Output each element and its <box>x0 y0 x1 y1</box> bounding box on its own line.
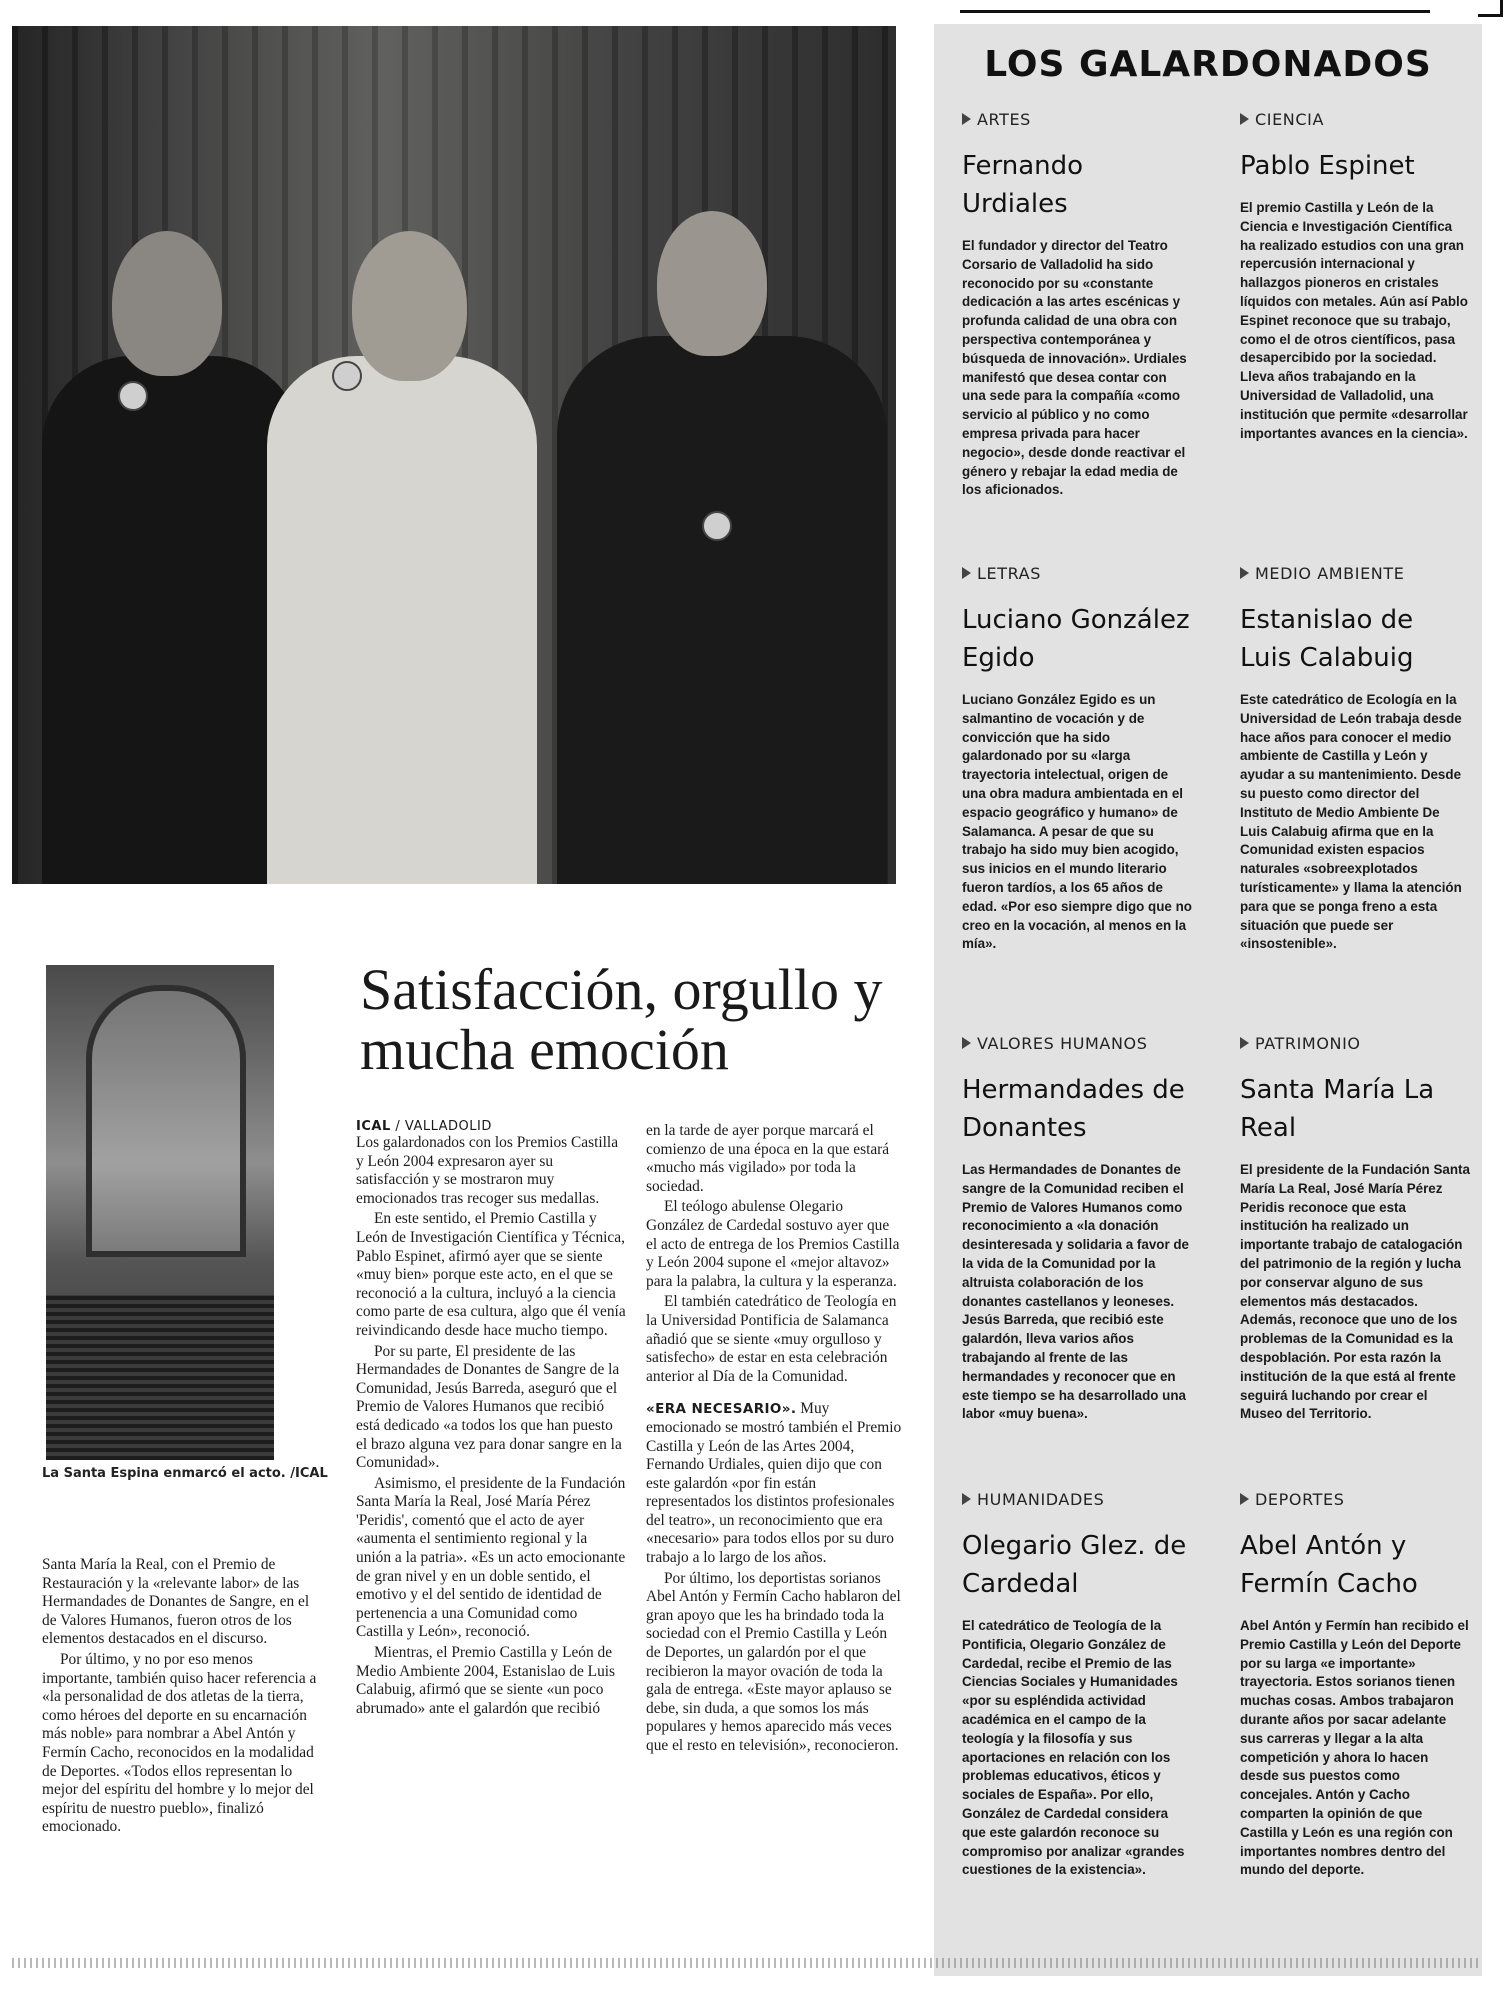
paragraph: En este sentido, el Premio Castilla y León de Investigación Científica y Técnica, Pablo Espinet, afirmó ayer que se siente «muy bien» porque este acto, en el que se reconoció a la cultura, incluyó a la ciencia como parte de esa cultura, algo que él venía reivindicando desde hace mucho tiempo. <box>356 1210 626 1339</box>
award-description: Este catedrático de Ecología en la Universidad de León trabaja desde hace años para conocer el medio ambiente de Castilla y León y ayudar a su mantenimiento. Desde su puesto como director del Instituto de Medio Ambiente De Luis Calabuig afirma que en la Comunidad existen espacios naturales «sobreexplotados turísticamente» y llama la atención para que se ponga freno a esta situación que puede ser «insostenible». <box>1240 692 1462 952</box>
triangle-icon <box>1240 1037 1249 1049</box>
award-category: VALORES HUMANOS <box>962 1034 1192 1053</box>
award-winners-photo <box>12 26 896 884</box>
award-winner-name: Fernando Urdiales <box>962 151 1084 219</box>
paragraph: El también catedrático de Teología en la Universidad Pontificia de Salamanca añadió que se siente «muy orgulloso y satisfecho» de estar en esta celebración anterior al Día de la Comunidad. <box>646 1293 897 1385</box>
paragraph: Asimismo, el presidente de la Fundación Santa María la Real, José María Pérez 'Peridis', comentó que el acto de ayer «aumenta el sentimiento regional y la unión a la patria». «Es un acto emocionante de gran nivel y en un doble sentido, el emotivo y el del sentido de identidad de pertenencia a una Comunidad como Castilla y León», reconoció. <box>356 1474 626 1641</box>
article-headline: Satisfacción, orgullo y mucha emoción <box>360 957 883 1082</box>
award-patrimonio <box>1240 1034 1470 1424</box>
award-artes <box>962 110 1192 500</box>
award-category: CIENCIA <box>1240 110 1470 129</box>
award-description: El fundador y director del Teatro Corsario de Valladolid ha sido reconocido por su «constante dedicación a las artes escénicas y profunda calidad de una obra con perspectiva contemporánea y búsqueda de innovación». Urdiales manifestó que desea contar con una sede para la compañía «como servicio al público y no como empresa privada para hacer negocio», desde donde reactivar el género y rebajar la edad media de los aficionados. <box>962 238 1187 498</box>
award-valores-humanos <box>962 1034 1192 1424</box>
award-description: El presidente de la Fundación Santa María La Real, José María Pérez Peridis reconoce que esta institución ha realizado un importante trabajo de catalogación del patrimonio de la región y lucha por conservar alguno de sus elementos más destacados. Además, reconoce que uno de los problemas de la Comunidad es la despoblación. Por esta razón la institución de la que está al frente seguirá luchando por crear el Museo del Territorio. <box>1240 1162 1470 1422</box>
award-description: Luciano González Egido es un salmantino de vocación y de convicción que ha sido galardonado por su «larga trayectoria intelectual, origen de una obra madura ambientada en el espacio geográfico y humano» de Salamanca. A pesar de que su trabajo ha sido muy bien acogido, sus inicios en el mundo literario fueron tardíos, a los 65 años de edad. «Por eso siempre digo que no creo en la vocación, al menos en la mía». <box>962 692 1192 952</box>
award-description: El catedrático de Teología de la Pontificia, Olegario González de Cardedal, recibe el Premio de las Ciencias Sociales y Humanidades «por su espléndida actividad académica en el campo de la teología y la filosofía y sus aportaciones en relación con los problemas educativos, éticos y sociales de España». Por ello, González de Cardedal considera que este galardón reconoce su compromiso por analizar «grandes cuestiones de la existencia». <box>962 1618 1185 1878</box>
paragraph: Por último, los deportistas sorianos Abel Antón y Fermín Cacho hablaron del gran apoyo que les ha brindado toda la sociedad con el Premio Castilla y León de Deportes, un galardón por el que recibieron la mayor ovación de toda la gala de entrega. «Este mayor aplauso se debe, sin duda, a que somos los más populares y hemos aparecido más veces que el resto en televisión», reconocieron. <box>646 1569 901 1754</box>
award-letras <box>962 564 1192 954</box>
triangle-icon <box>962 567 971 579</box>
award-description: El premio Castilla y León de la Ciencia e Investigación Científica ha realizado estudios con una gran repercusión internacional y hallazgos pioneros en cristales líquidos con metales. Aún así Pablo Espinet reconoce que su trabajo, como el de otros científicos, pasa desapercibido por la sociedad. Lleva años trabajando en la Universidad de Valladolid, una institución que permite «desarrollar importantes avances en la ciencia». <box>1240 200 1468 441</box>
paragraph: Por su parte, El presidente de las Hermandades de Donantes de Sangre de la Comunidad, Jesús Barreda, aseguró que el Premio de Valores Humanos que recibió está dedicado «a todos los que han puesto el brazo alguna vez para donar sangre en la Comunidad». <box>356 1342 622 1472</box>
award-winner-name: Santa María La Real <box>1240 1075 1435 1143</box>
subhead-rest: Muy emocionado se mostró también el Premio Castilla y León de las Artes 2004, Fernando Urdiales, quien dijo que con este galardón «por fin están representados los distintos profesionales del teatro», un reconocimiento que era «necesario» para todos ellos por su duro trabajo a lo largo de los años. <box>646 1400 902 1567</box>
award-category: DEPORTES <box>1240 1490 1470 1509</box>
byline-agency: ICAL <box>356 1119 391 1134</box>
article-column-middle <box>356 1134 626 1720</box>
award-winner-name: Estanislao de Luis Calabuig <box>1240 605 1414 673</box>
award-medio-ambiente <box>1240 564 1470 954</box>
award-winner-name: Hermandades de Donantes <box>962 1075 1185 1143</box>
award-winner-name: Abel Antón y Fermín Cacho <box>1240 1531 1418 1599</box>
paragraph: Mientras, el Premio Castilla y León de Medio Ambiente 2004, Estanislao de Luis Calabuig, afirmó que se siente «un poco abrumado» ante el galardón que recibió <box>356 1644 616 1717</box>
triangle-icon <box>1240 1493 1249 1505</box>
footer-rule <box>12 1958 1482 1968</box>
header-corner-mark <box>1478 0 1503 17</box>
award-category: HUMANIDADES <box>962 1490 1192 1509</box>
article-column-right <box>646 1122 902 1758</box>
byline-place: VALLADOLID <box>404 1119 492 1134</box>
header-rule <box>960 0 1430 13</box>
triangle-icon <box>1240 113 1249 125</box>
paragraph: Los galardonados con los Premios Castilla y León 2004 expresaron ayer su satisfacción y se mostraron muy emocionados tras recoger sus medallas. <box>356 1134 619 1207</box>
article-column-left <box>42 1556 322 1839</box>
byline <box>356 1119 492 1134</box>
triangle-icon <box>1240 567 1249 579</box>
award-deportes <box>1240 1490 1470 1880</box>
paragraph: en la tarde de ayer porque marcará el comienzo de una época en la que estará «mucho más vigilado» por toda la sociedad. <box>646 1122 890 1195</box>
church-ceremony-photo <box>46 965 274 1460</box>
award-humanidades <box>962 1490 1192 1880</box>
triangle-icon <box>962 1493 971 1505</box>
byline-separator: / <box>390 1119 405 1134</box>
sidebar-title: LOS GALARDONADOS <box>984 44 1432 85</box>
photo-caption: La Santa Espina enmarcó el acto. /ICAL <box>42 1466 328 1481</box>
award-winner-name: Pablo Espinet <box>1240 151 1415 181</box>
award-category: PATRIMONIO <box>1240 1034 1470 1053</box>
award-winner-name: Olegario Glez. de Cardedal <box>962 1531 1187 1599</box>
award-category: MEDIO AMBIENTE <box>1240 564 1470 583</box>
triangle-icon <box>962 113 971 125</box>
award-category: LETRAS <box>962 564 1192 583</box>
paragraph: El teólogo abulense Olegario González de Cardedal sostuvo ayer que el acto de entrega de los Premios Castilla y León 2004 supone el «mejor altavoz» para la palabra, la cultura y la esperanza. <box>646 1198 900 1290</box>
award-winner-name: Luciano González Egido <box>962 605 1190 673</box>
subhead-lead: «ERA NECESARIO». <box>646 1401 797 1418</box>
paragraph: Santa María la Real, con el Premio de Restauración y la «relevante labor» de las Hermandades de Donantes de Sangre, en el de Valores Humanos, fueron otros de los elementos destacados en el discurso. <box>42 1556 310 1648</box>
paragraph: Por último, y no por eso menos importante, también quiso hacer referencia a «la personalidad de dos atletas de la tierra, como héroes del deporte en su encarnación más noble» para nombrar a Abel Antón y Fermín Cacho, reconocidos en la modalidad de Deportes. «Todos ellos representan lo mejor del espíritu del hombre y lo mejor del espíritu de nuestro pueblo», finalizó emocionado. <box>42 1650 317 1836</box>
subhead-paragraph <box>646 1400 902 1567</box>
award-ciencia <box>1240 110 1470 443</box>
triangle-icon <box>962 1037 971 1049</box>
award-category: ARTES <box>962 110 1192 129</box>
award-description: Las Hermandades de Donantes de sangre de la Comunidad reciben el Premio de Valores Humanos como reconocimiento a «la donación desinteresada y solidaria a favor de la vida de la Comunidad por la altruista colaboración de los donantes castellanos y leoneses. Jesús Barreda, que recibió este galardón, lleva varios años trabajando al frente de las hermandades y reconocer que en este tiempo se ha desarrollado una labor «muy buena». <box>962 1162 1190 1422</box>
award-description: Abel Antón y Fermín han recibido el Premio Castilla y León del Deporte por su larga «e importante» trayectoria. Estos sorianos tienen muchas cosas. Ambos trabajaron durante años por sacar adelante sus carreras y llegar a la alta competición y ahora lo hacen desde sus puestos como concejales. Antón y Cacho comparten la opinión de que Castilla y León es una región con importantes nombres dentro del mundo del deporte. <box>1240 1618 1469 1878</box>
